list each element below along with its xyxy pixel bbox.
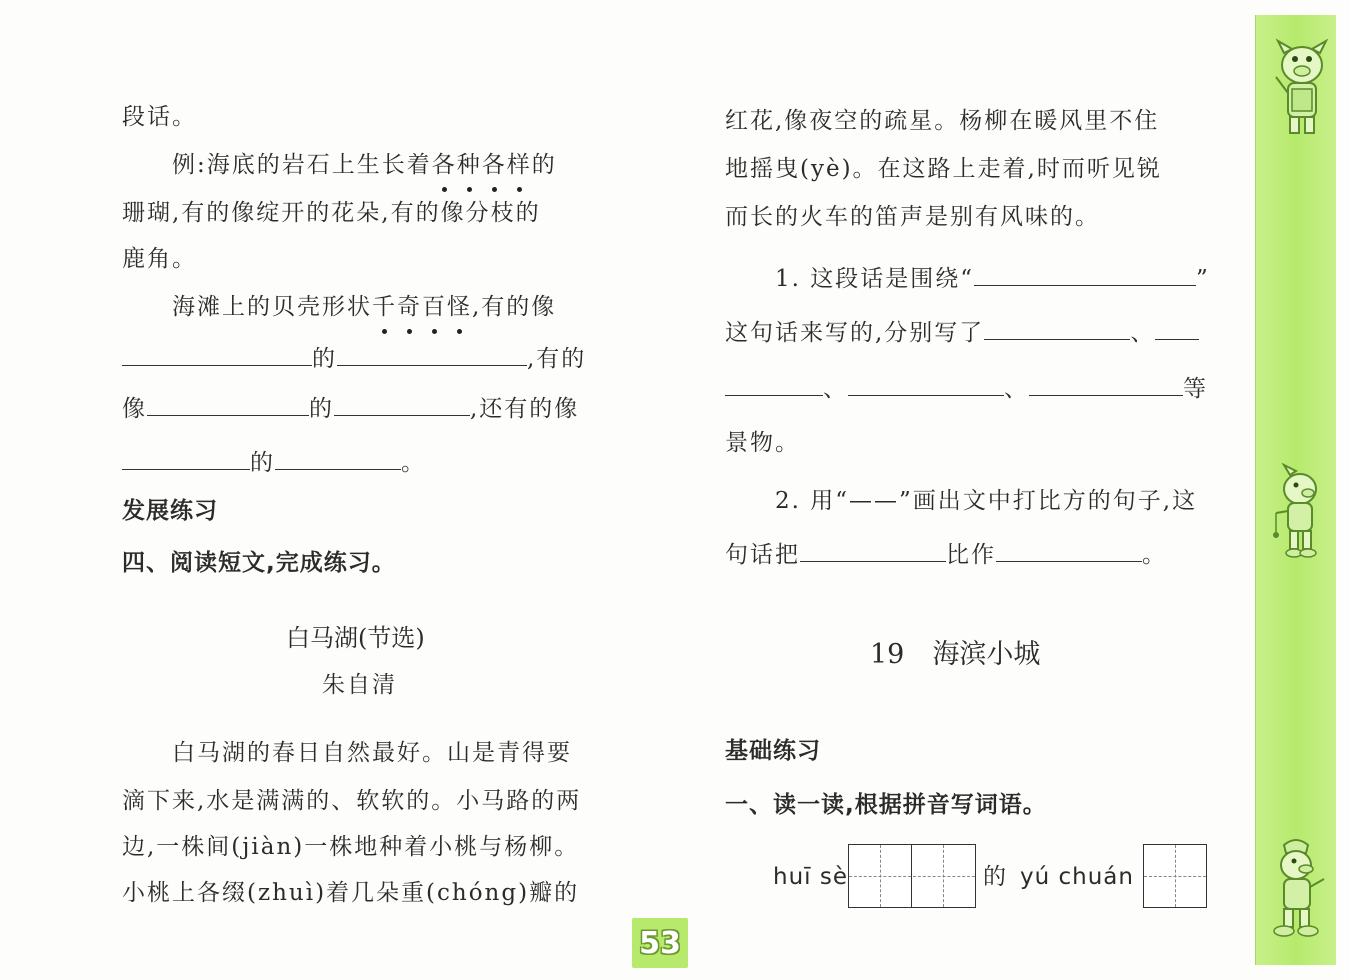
article-line: 红花,像夜空的疏星。杨柳在暖风里不住 bbox=[725, 108, 1160, 134]
margin-strip bbox=[1255, 15, 1336, 965]
answer-blank[interactable] bbox=[337, 343, 527, 366]
answer-blank[interactable] bbox=[725, 373, 823, 396]
text-line: 段话。 bbox=[122, 104, 197, 130]
q1-line-2: 这句话来写的,分别写了 、 bbox=[725, 316, 1199, 350]
q2-line-2: 句话把 比作 。 bbox=[725, 538, 1167, 572]
answer-blank[interactable] bbox=[984, 317, 1130, 340]
answer-blank[interactable] bbox=[800, 539, 946, 562]
answer-blank[interactable] bbox=[1029, 373, 1183, 396]
fill-line-3: 像 的 ,还有的像 bbox=[122, 392, 579, 426]
q1-line-1: 1. 这段话是围绕“ ” bbox=[775, 262, 1210, 296]
writing-grid[interactable] bbox=[1143, 844, 1207, 908]
article-line: 白马湖的春日自然最好。山是青得要 bbox=[172, 740, 572, 766]
answer-blank[interactable] bbox=[275, 447, 401, 470]
q2-line-1: 2. 用“——”画出文中打比方的句子,这 bbox=[775, 488, 1198, 514]
answer-blank[interactable] bbox=[122, 447, 250, 470]
emphasis-char: 怪 bbox=[447, 290, 472, 324]
article-title: 白马湖(节选) bbox=[286, 624, 425, 652]
q1-line-4: 景物。 bbox=[725, 430, 800, 456]
emphasis-char: 千 bbox=[372, 290, 397, 324]
emphasis-char: 种 bbox=[457, 148, 482, 182]
page-number: 53 bbox=[639, 925, 681, 961]
emphasis-char: 奇 bbox=[397, 290, 422, 324]
answer-blank[interactable] bbox=[1155, 317, 1199, 340]
right-page bbox=[665, 0, 1350, 980]
pinyin-prompt: huī sè bbox=[773, 864, 848, 890]
question-heading: 一、读一读,根据拼音写词语。 bbox=[725, 792, 1047, 818]
emphasis-char: 百 bbox=[422, 290, 447, 324]
answer-blank[interactable] bbox=[974, 263, 1196, 286]
pinyin-prompt: yú chuán bbox=[1020, 864, 1134, 890]
left-page bbox=[0, 0, 665, 980]
fill-line-2: 的 ,有的 bbox=[122, 342, 586, 376]
article-line: 滴下来,水是满满的、软软的。小马路的两 bbox=[122, 788, 582, 814]
lesson-name: 海滨小城 bbox=[932, 639, 1041, 670]
lesson-number: 19 bbox=[870, 639, 905, 670]
answer-blank[interactable] bbox=[147, 393, 309, 416]
article-line: 而长的火车的笛声是别有风味的。 bbox=[725, 204, 1100, 230]
answer-blank[interactable] bbox=[848, 373, 1004, 396]
article-line: 地摇曳(yè)。在这路上走着,时而听见锐 bbox=[725, 156, 1162, 182]
connector-text: 的 bbox=[983, 864, 1008, 890]
article-author: 朱自清 bbox=[322, 672, 397, 698]
section-heading: 基础练习 bbox=[725, 738, 821, 764]
answer-blank[interactable] bbox=[122, 343, 312, 366]
pig-icon bbox=[1270, 463, 1330, 563]
section-heading: 发展练习 bbox=[122, 498, 218, 524]
pig-icon bbox=[1266, 835, 1332, 945]
emphasis-char: 各 bbox=[482, 148, 507, 182]
answer-blank[interactable] bbox=[334, 393, 470, 416]
fill-line-4: 的 。 bbox=[122, 446, 426, 480]
emphasis-char: 样 bbox=[507, 148, 532, 182]
article-line: 边,一株间(jiàn)一株地种着小桃与杨柳。 bbox=[122, 834, 580, 860]
lesson-title bbox=[870, 632, 1040, 671]
pig-icon bbox=[1268, 33, 1332, 143]
emphasis-char: 各 bbox=[432, 148, 457, 182]
fill-line-1: 海滩上的贝壳形状千奇百怪,有的像 bbox=[172, 290, 556, 324]
q1-line-3: 、 、 等 bbox=[725, 372, 1208, 406]
answer-blank[interactable] bbox=[996, 539, 1142, 562]
question-heading: 四、阅读短文,完成练习。 bbox=[122, 550, 396, 576]
article-line: 小桃上各缀(zhuì)着几朵重(chóng)瓣的 bbox=[122, 880, 580, 906]
writing-grid[interactable] bbox=[848, 844, 976, 908]
example-line-2: 珊瑚,有的像绽开的花朵,有的像分枝的 bbox=[122, 200, 541, 226]
example-line-1: 例:海底的岩石上生长着各种各样的 bbox=[172, 148, 557, 182]
example-line-3: 鹿角。 bbox=[122, 246, 197, 272]
